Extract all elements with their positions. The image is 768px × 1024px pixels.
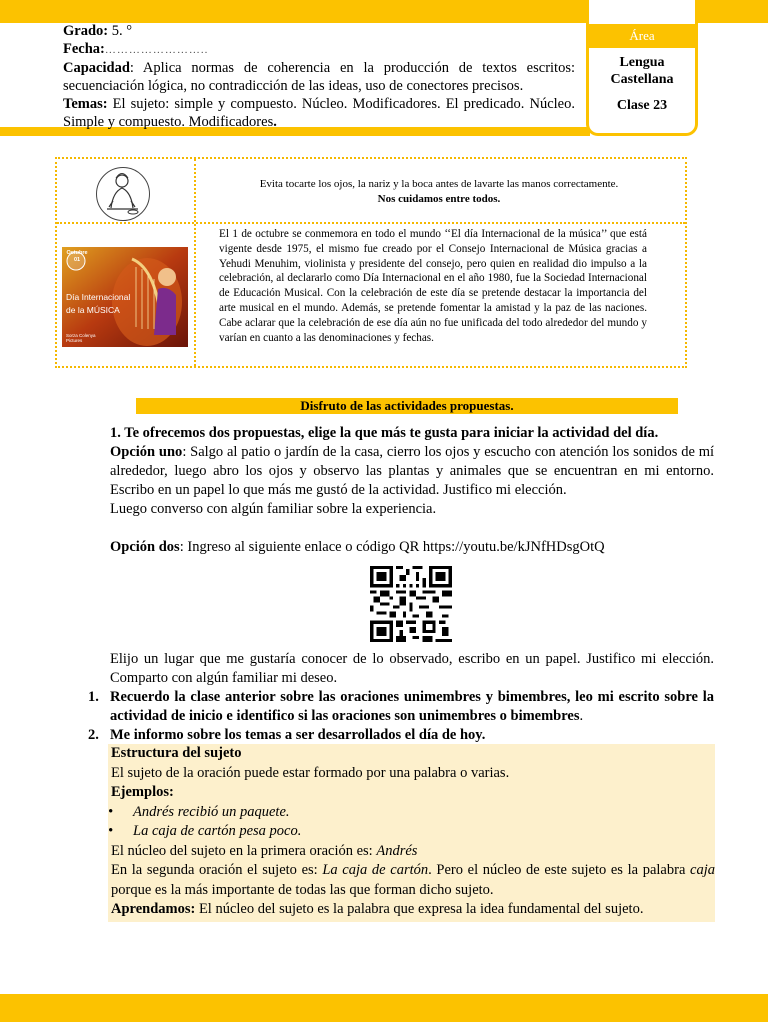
spacer <box>110 519 714 538</box>
opcion-dos-label: Opción dos <box>110 539 180 555</box>
header-block <box>63 22 575 131</box>
area-box <box>586 0 698 136</box>
temas-text: El sujeto: simple y compuesto. Núcleo. Modificadores. El predicado. Núcleo. Simple y compuesto. Modificadores <box>63 96 575 130</box>
example-1: • Andrés recibió un paquete. <box>108 803 715 823</box>
numbered-item-2 <box>88 726 714 745</box>
poster-credit: Sorza Colenya Pictures <box>66 333 96 343</box>
aprendamos-text: El núcleo del sujeto es la palabra que expresa la idea fundamental del sujeto. <box>195 901 644 917</box>
area-dots: • • <box>637 4 647 14</box>
numbered-item-1-end: . <box>579 708 584 724</box>
hygiene-text: Evita tocarte los ojos, la nariz y la boca antes de lavarte las manos correctamente. <box>259 178 619 190</box>
hygiene-bold: Nos cuidamos entre todos. <box>377 193 501 205</box>
fecha-line <box>63 40 575 59</box>
nucleus-2-subject: La caja de cartón <box>322 862 429 878</box>
numbered-item-1-number: 1. <box>88 689 99 705</box>
nucleus-1-prefix: El núcleo del sujeto en la primera oración es: <box>111 842 377 859</box>
nucleus-2-prefix: En la segunda oración el sujeto es: <box>111 862 323 878</box>
music-day-poster <box>62 247 188 347</box>
numbered-item-1-body: Recuerdo la clase anterior sobre las oraciones unimembres y bimembres, leo mi escrito sobre la actividad de inicio e identifico si las oraciones son unimembres o bimembres <box>110 689 714 724</box>
example-2: • La caja de cartón pesa poco. <box>108 822 715 842</box>
hygiene-message <box>199 177 679 207</box>
opcion-uno-followup: Luego converso con algún familiar sobre la experiencia. <box>110 501 437 517</box>
poster-date: Octubre 01 <box>66 250 88 263</box>
poster-title-1: Día Internacional <box>66 292 131 302</box>
activities-banner: Disfruto de las actividades propuestas. <box>136 398 678 414</box>
examples-label: Ejemplos: <box>111 784 174 800</box>
structure-title: Estructura del sujeto <box>111 745 242 761</box>
qr-code-image[interactable] <box>370 566 452 642</box>
opcion-uno-label: Opción uno <box>110 444 183 460</box>
nucleus-2-mid: . Pero el núcleo de este sujeto es la palabra <box>428 862 691 878</box>
class-number: Clase 23 <box>616 98 668 113</box>
capacidad-label: Capacidad <box>63 60 130 76</box>
opcion-dos <box>110 538 714 557</box>
opcion-uno-text: : Salgo al patio o jardín de la casa, cierro los ojos y escucho con atención los sonidos de mí alrededor, luego abro los ojos y observo las plantas y animales que se encuentran en mi entorno. Escribo en un papel lo que más me gustó de la actividad. Justifico mi elección. <box>110 444 714 498</box>
grado-line <box>63 22 575 40</box>
bottom-yellow-band <box>0 994 768 1022</box>
after-qr-text <box>110 650 714 688</box>
music-day-paragraph: El 1 de octubre se conmemora en todo el mundo ‘‘El día Internacional de la música’’ que está vigente desde 1975, el mismo fue creado por el Consejo Internacional de Música gracias a Yehudi Menuhim, violinista y presidente del consejo, pero quien en realidad dio impulso a la celebración, al declararlo como Día Internacional en el año 1980, fue la Sociedad Internacional de Educación Musical. Con la celebración de este día se pretende destacar la importancia del arte musical en el mundo. Además, se pretende fomentar la amistad y la paz de las naciones. Cabe aclarar que la celebración de ese día aún no fue unificada del todo alrededor del mundo y varían en cuanto a las denominaciones y fechas. <box>219 228 647 344</box>
capacidad-text: : Aplica normas de coherencia en la producción de textos escritos: secuenciación lógica, no contradicción de las ideas, uso de conectores precisos. <box>63 60 575 94</box>
nucleus-line-2 <box>108 861 715 900</box>
grado-label: Grado: <box>63 23 109 39</box>
subject-structure-box <box>108 744 715 922</box>
nucleus-2-end: porque es la más importante de todas las que forman dicho sujeto. <box>111 881 494 898</box>
nucleus-2-word: caja <box>690 862 715 878</box>
after-qr-paragraph: Elijo un lugar que me gustaría conocer de lo observado, escribo en un papel. Justifico mi elección. Comparto con algún familiar mi deseo. <box>110 651 714 686</box>
numbered-item-1-text <box>88 688 714 726</box>
area-label: Área <box>589 24 695 48</box>
aprendamos-line <box>108 900 715 920</box>
fecha-label: Fecha: <box>63 41 105 57</box>
grado-value: 5. ° <box>111 23 133 39</box>
aprendamos-label: Aprendamos: <box>111 901 196 917</box>
temas-label: Temas: <box>63 96 108 112</box>
subject-line-1: Lengua <box>619 55 665 70</box>
numbered-item-1 <box>88 688 714 726</box>
opcion-uno <box>110 443 714 500</box>
activity-options <box>110 424 714 557</box>
numbered-item-2-text: Me informo sobre los temas a ser desarrollados el día de hoy. <box>110 727 486 743</box>
table-vertical-divider <box>194 159 196 366</box>
structure-line-1: El sujeto de la oración puede estar formado por una palabra o varias. <box>111 764 510 781</box>
temas-line <box>63 95 575 131</box>
subject-line-2: Castellana <box>610 72 674 87</box>
nucleus-1-value: Andrés <box>376 842 418 859</box>
fecha-blank: …………………….. <box>104 44 209 56</box>
opcion-dos-text: : Ingreso al siguiente enlace o código QR https://youtu.be/kJNfHDsgOtQ <box>179 539 605 555</box>
temas-end: . <box>273 114 277 130</box>
info-table <box>55 157 687 368</box>
table-horizontal-divider <box>57 222 685 224</box>
nucleus-line-1 <box>108 842 715 862</box>
activity-item-1: 1. Te ofrecemos dos propuestas, elige la que más te gusta para iniciar la actividad del día. <box>110 425 659 441</box>
numbered-item-2-number: 2. <box>88 727 99 743</box>
poster-title-2: de la MÚSICA <box>66 305 120 315</box>
handwashing-icon <box>96 167 150 221</box>
capacidad-line <box>63 59 575 95</box>
subject-name <box>589 54 695 88</box>
